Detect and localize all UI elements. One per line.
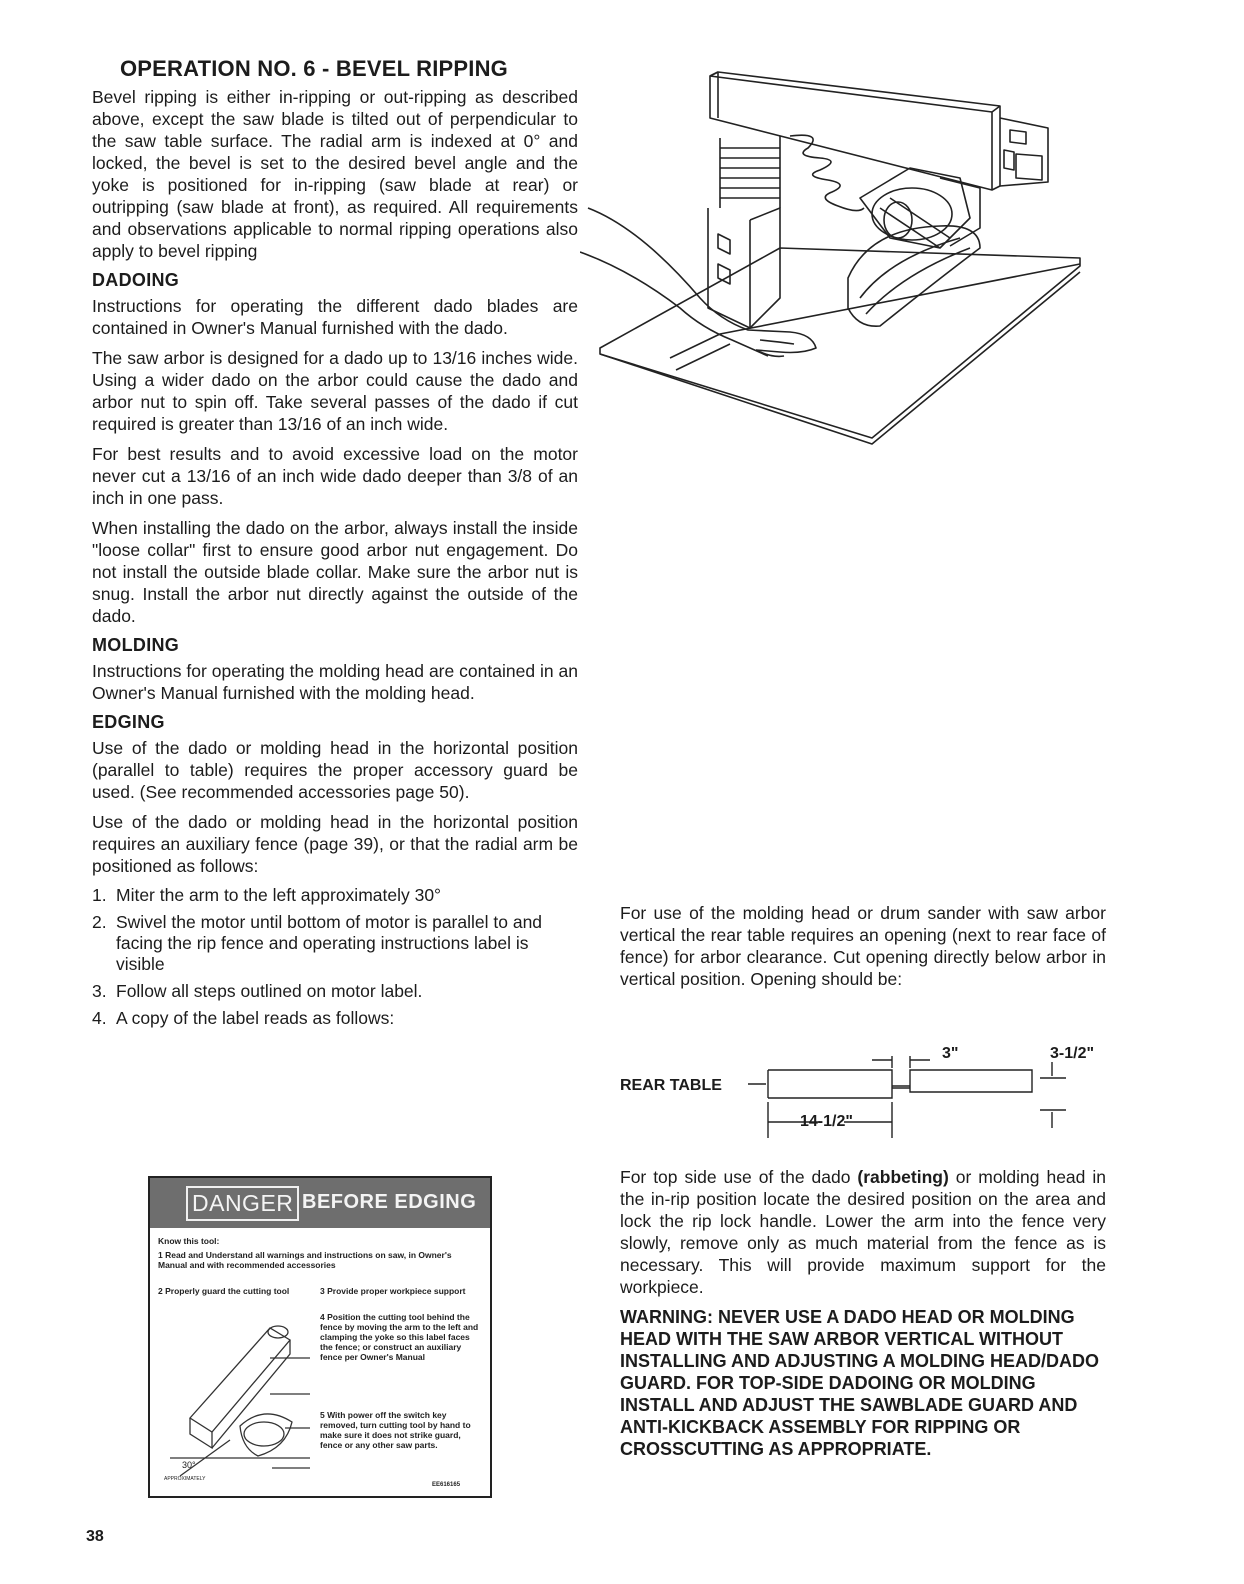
label-item-2: 2 Properly guard the cutting tool [158, 1286, 290, 1296]
right-text-top [620, 902, 1106, 998]
dadoing-paragraph-4: When installing the dado on the arbor, always install the inside "loose collar" first to ensure good arbor nut engagement. Do not install the outside blade collar. Make sure the arbor nut is snug. Install the arbor nut directly against the outside of the dado. [92, 518, 578, 626]
dim-14-half: 14-1/2" [800, 1113, 853, 1130]
list-item: 4. A copy of the label reads as follows: [92, 1008, 395, 1028]
dadoing-paragraph-3: For best results and to avoid excessive load on the motor never cut a 13/16 of an inch wide dado deeper than 3/8 of an inch in one pass. [92, 444, 578, 508]
list-item: 3. Follow all steps outlined on motor label. [92, 981, 423, 1001]
molding-heading: MOLDING [92, 635, 180, 655]
label-item-4: 4 Position the cutting tool behind the fence by moving the arm to the left and clamping the yoke so this label faces the fence; or construct an auxiliary fence per Owner's Manual [320, 1312, 479, 1362]
opening-paragraph: For use of the molding head or drum sander with saw arbor vertical the rear table requires an opening (next to rear face of fence) for arbor clearance. Cut opening directly below arbor in vertical position. Opening should be: [620, 903, 1106, 989]
edging-heading: EDGING [92, 712, 165, 732]
radial-arm-saw-illustration [580, 58, 1090, 448]
danger-tag: DANGER [186, 1186, 299, 1221]
dim-3-half: 3-1/2" [1050, 1045, 1095, 1062]
label-item-1: 1 Read and Understand all warnings and instructions on saw, in Owner's Manual and with recommended accessories [158, 1250, 452, 1270]
dim-3: 3" [942, 1045, 959, 1062]
danger-band [150, 1178, 490, 1228]
dadoing-paragraph-1: Instructions for operating the different dado blades are contained in Owner's Manual furnished with the dado. [92, 296, 578, 338]
opening-diagram [620, 1038, 1120, 1138]
rabbeting-paragraph: For top side use of the dado (rabbeting) or molding head in the in-rip position locate the desired position on the area and lock the rip lock handle. Lower the arm into the fence very slowly, remove only as much material from the fence as is necessary. This will provide maximum support for the workpiece. [620, 1167, 1106, 1297]
label-item-3: 3 Provide proper workpiece support [320, 1286, 466, 1296]
label-code: EE616165 [432, 1482, 461, 1488]
label-angle: 30° [182, 1460, 196, 1470]
label-saw-illustration [160, 1308, 320, 1488]
label-item-5: 5 With power off the switch key removed, turn cutting tool by hand to make sure it does not strike guard, fence or any other saw parts. [320, 1410, 471, 1450]
edging-paragraph-1: Use of the dado or molding head in the horizontal position (parallel to table) requires the proper accessory guard be used. (See recommended accessories page 50). [92, 738, 578, 802]
page-number: 38 [86, 1528, 104, 1545]
edging-paragraph-2: Use of the dado or molding head in the horizontal position requires an auxiliary fence (page 39), or that the radial arm be positioned as follows: [92, 812, 578, 876]
edging-steps [92, 885, 578, 1029]
right-text-bottom [620, 1166, 1106, 1468]
label-know: Know this tool: [158, 1236, 220, 1246]
label-approx: APPROXIMATELY [164, 1476, 206, 1482]
intro-paragraph: Bevel ripping is either in-ripping or out-ripping as described above, except the saw blade is tilted out of perpendicular to the saw table surface. The radial arm is indexed at 0° and locked, the bevel is set to the desired bevel angle and the yoke is positioned for in-ripping (saw blade at rear) or outripping (saw blade at front), as required. All requirements and observations applicable to normal ripping operations also apply to bevel ripping [92, 87, 578, 261]
left-column [92, 56, 578, 1035]
dadoing-heading: DADOING [92, 270, 180, 290]
rabbeting-bold: (rabbeting) [857, 1167, 949, 1187]
danger-label [148, 1176, 492, 1498]
page-title: OPERATION NO. 6 - BEVEL RIPPING [120, 56, 508, 81]
list-item: 1. Miter the arm to the left approximately 30° [92, 885, 442, 905]
dadoing-paragraph-2: The saw arbor is designed for a dado up to 13/16 inches wide. Using a wider dado on the arbor could cause the dado and arbor nut to spin off. Take several passes of the dado if cut required is greater than 13/16 of an inch wide. [92, 348, 578, 434]
rear-table-label: REAR TABLE [620, 1077, 722, 1094]
warning-paragraph: WARNING: NEVER USE A DADO HEAD OR MOLDING HEAD WITH THE SAW ARBOR VERTICAL WITHOUT INSTALLING AND ADJUSTING A MOLDING HEAD/DADO GUARD. FOR TOP-SIDE DADOING OR MOLDING INSTALL AND ADJUST THE SAWBLADE GUARD AND ANTI-KICKBACK ASSEMBLY FOR RIPPING OR CROSSCUTTING AS APPROPRIATE. [620, 1307, 1099, 1459]
list-item: 2. Swivel the motor until bottom of motor is parallel to and facing the rip fence and operating instructions label is visible [92, 912, 543, 974]
molding-paragraph: Instructions for operating the molding head are contained in an Owner's Manual furnished with the molding head. [92, 661, 578, 703]
rear-table-diagram [620, 1038, 1120, 1138]
danger-heading: BEFORE EDGING [302, 1191, 477, 1213]
